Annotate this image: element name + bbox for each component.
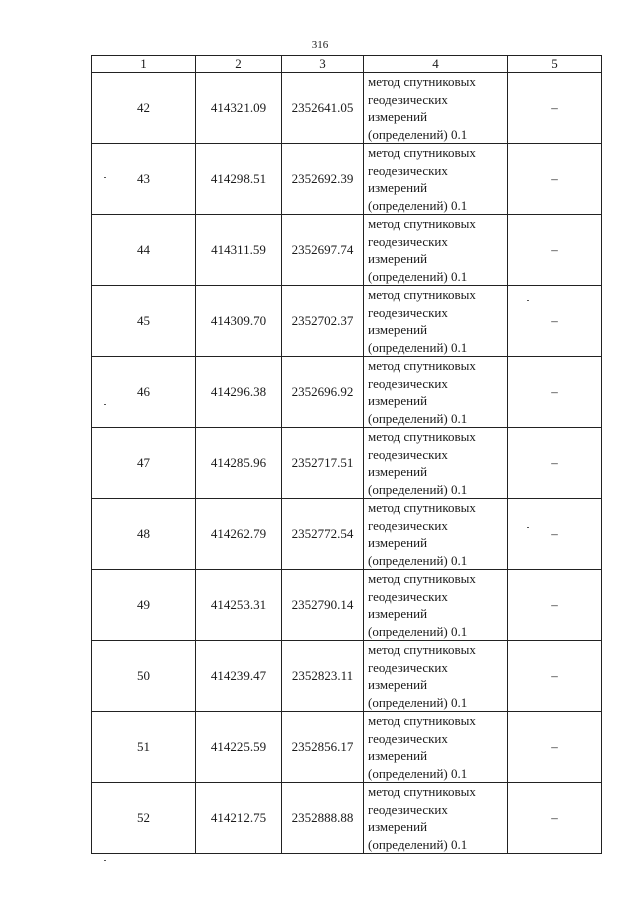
dash-mark: – (551, 526, 558, 541)
method-text-line: измерений (368, 180, 428, 195)
method-cell (364, 286, 508, 357)
method-cell (364, 215, 508, 286)
method-text-line: (определений) 0.1 (368, 765, 468, 781)
method-text-line: метод спутниковых (368, 287, 476, 302)
method-cell (364, 73, 508, 144)
method-text-line: измерений (368, 535, 428, 550)
header-col-2: 2 (196, 56, 282, 73)
x-coordinate-cell: 414285.96 (196, 428, 282, 499)
y-coordinate-cell: 2352696.92 (282, 357, 364, 428)
method-text-line: измерений (368, 322, 428, 337)
method-text-line: (определений) 0.1 (368, 481, 468, 497)
method-cell (364, 641, 508, 712)
note-cell (508, 215, 602, 286)
scan-speck (527, 300, 529, 301)
table-body (92, 73, 602, 854)
dash-mark: – (551, 313, 558, 328)
note-cell (508, 286, 602, 357)
method-text-line: (определений) 0.1 (368, 836, 468, 852)
method-text-line: измерений (368, 819, 428, 834)
y-coordinate-cell: 2352702.37 (282, 286, 364, 357)
table-row (92, 783, 602, 854)
method-text-line: геодезических (368, 588, 448, 604)
point-number-cell: 50 (92, 641, 196, 712)
method-text-line: метод спутниковых (368, 216, 476, 231)
method-text-line: геодезических (368, 304, 448, 320)
method-text-line: метод спутниковых (368, 571, 476, 586)
method-cell (364, 783, 508, 854)
point-number-cell: 42 (92, 73, 196, 144)
scan-speck (104, 177, 106, 178)
method-text-line: геодезических (368, 801, 448, 817)
method-text-line: измерений (368, 748, 428, 763)
scan-speck (527, 527, 529, 528)
method-text-line: (определений) 0.1 (368, 339, 468, 355)
method-text-line: измерений (368, 393, 428, 408)
table-row (92, 641, 602, 712)
table-row (92, 499, 602, 570)
table-row (92, 215, 602, 286)
method-cell (364, 428, 508, 499)
method-text-line: измерений (368, 606, 428, 621)
method-cell (364, 144, 508, 215)
point-number-cell: 52 (92, 783, 196, 854)
method-text-line: метод спутниковых (368, 74, 476, 89)
method-text-line: метод спутниковых (368, 784, 476, 799)
method-text-line: геодезических (368, 659, 448, 675)
dash-mark: – (551, 384, 558, 399)
method-cell (364, 712, 508, 783)
method-text-line: геодезических (368, 730, 448, 746)
method-text-line: (определений) 0.1 (368, 694, 468, 710)
point-number-cell: 49 (92, 570, 196, 641)
dash-mark: – (551, 810, 558, 825)
note-cell (508, 499, 602, 570)
dash-mark: – (551, 597, 558, 612)
note-cell (508, 783, 602, 854)
y-coordinate-cell: 2352772.54 (282, 499, 364, 570)
x-coordinate-cell: 414212.75 (196, 783, 282, 854)
point-number-cell: 48 (92, 499, 196, 570)
table-row (92, 144, 602, 215)
note-cell (508, 357, 602, 428)
dash-mark: – (551, 739, 558, 754)
method-text-line: метод спутниковых (368, 145, 476, 160)
y-coordinate-cell: 2352717.51 (282, 428, 364, 499)
table-row (92, 570, 602, 641)
note-cell (508, 570, 602, 641)
x-coordinate-cell: 414298.51 (196, 144, 282, 215)
point-number-cell: 44 (92, 215, 196, 286)
method-text-line: (определений) 0.1 (368, 552, 468, 568)
dash-mark: – (551, 171, 558, 186)
method-text-line: метод спутниковых (368, 429, 476, 444)
point-number-cell: 45 (92, 286, 196, 357)
method-text-line: геодезических (368, 162, 448, 178)
dash-mark: – (551, 242, 558, 257)
method-text-line: метод спутниковых (368, 642, 476, 657)
method-cell (364, 570, 508, 641)
y-coordinate-cell: 2352856.17 (282, 712, 364, 783)
x-coordinate-cell: 414225.59 (196, 712, 282, 783)
x-coordinate-cell: 414311.59 (196, 215, 282, 286)
method-text-line: измерений (368, 464, 428, 479)
y-coordinate-cell: 2352790.14 (282, 570, 364, 641)
method-text-line: геодезических (368, 517, 448, 533)
note-cell (508, 712, 602, 783)
method-text-line: геодезических (368, 91, 448, 107)
point-number-cell: 51 (92, 712, 196, 783)
method-text-line: (определений) 0.1 (368, 410, 468, 426)
note-cell (508, 428, 602, 499)
x-coordinate-cell: 414239.47 (196, 641, 282, 712)
header-col-3: 3 (282, 56, 364, 73)
dash-mark: – (551, 455, 558, 470)
method-text-line: измерений (368, 109, 428, 124)
method-text-line: (определений) 0.1 (368, 268, 468, 284)
method-cell (364, 357, 508, 428)
method-text-line: (определений) 0.1 (368, 126, 468, 142)
point-number-cell: 43 (92, 144, 196, 215)
table-row (92, 73, 602, 144)
y-coordinate-cell: 2352888.88 (282, 783, 364, 854)
x-coordinate-cell: 414309.70 (196, 286, 282, 357)
header-col-1: 1 (92, 56, 196, 73)
dash-mark: – (551, 100, 558, 115)
table-header (92, 56, 602, 73)
method-cell (364, 499, 508, 570)
dash-mark: – (551, 668, 558, 683)
method-text-line: измерений (368, 251, 428, 266)
note-cell (508, 641, 602, 712)
scan-speck (104, 860, 106, 861)
method-text-line: метод спутниковых (368, 713, 476, 728)
x-coordinate-cell: 414253.31 (196, 570, 282, 641)
x-coordinate-cell: 414296.38 (196, 357, 282, 428)
note-cell (508, 73, 602, 144)
page-number: 316 (311, 39, 329, 51)
method-text-line: (определений) 0.1 (368, 623, 468, 639)
scan-speck (104, 404, 106, 405)
table-row (92, 712, 602, 783)
method-text-line: метод спутниковых (368, 500, 476, 515)
x-coordinate-cell: 414262.79 (196, 499, 282, 570)
point-number-cell: 47 (92, 428, 196, 499)
method-text-line: измерений (368, 677, 428, 692)
coordinates-table (91, 55, 602, 854)
header-row (92, 56, 602, 73)
method-text-line: метод спутниковых (368, 358, 476, 373)
header-col-4: 4 (364, 56, 508, 73)
point-number-cell: 46 (92, 357, 196, 428)
y-coordinate-cell: 2352641.05 (282, 73, 364, 144)
y-coordinate-cell: 2352697.74 (282, 215, 364, 286)
y-coordinate-cell: 2352823.11 (282, 641, 364, 712)
x-coordinate-cell: 414321.09 (196, 73, 282, 144)
table-row (92, 286, 602, 357)
method-text-line: геодезических (368, 375, 448, 391)
note-cell (508, 144, 602, 215)
header-col-5: 5 (508, 56, 602, 73)
method-text-line: геодезических (368, 233, 448, 249)
method-text-line: (определений) 0.1 (368, 197, 468, 213)
table-row (92, 428, 602, 499)
table-row (92, 357, 602, 428)
method-text-line: геодезических (368, 446, 448, 462)
y-coordinate-cell: 2352692.39 (282, 144, 364, 215)
